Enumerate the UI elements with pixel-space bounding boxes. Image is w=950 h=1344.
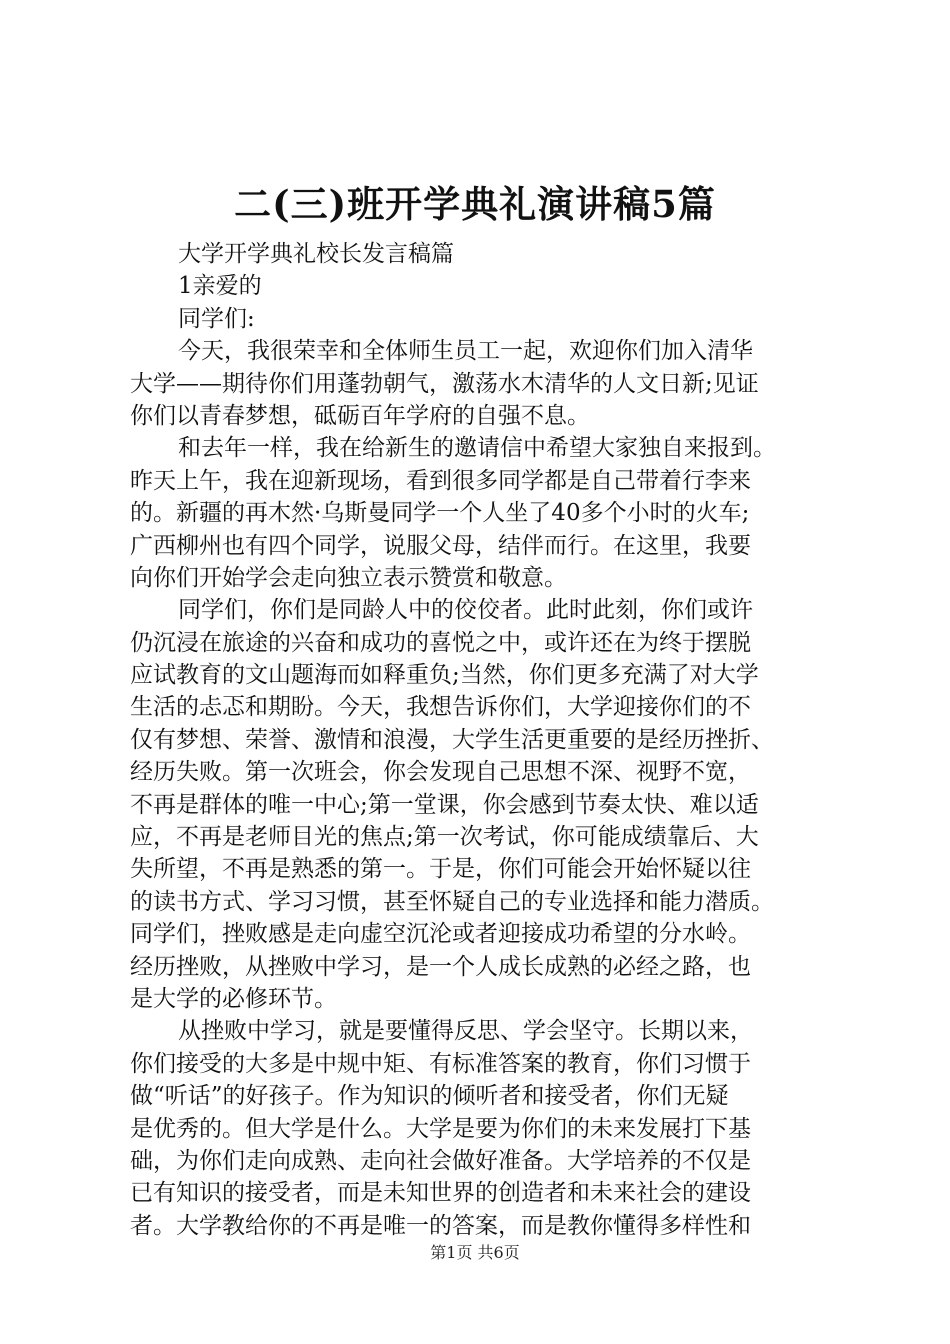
text-line: 经历挫败，从挫败中学习，是一个人成长成熟的必经之路，也 xyxy=(130,953,751,980)
document-body xyxy=(130,238,842,1242)
text-line: 仍沉浸在旅途的兴奋和成功的喜悦之中，或许还在为终于摆脱 xyxy=(130,629,751,656)
text-line: 同学们，挫败感是走向虚空沉沦或者迎接成功希望的分水岭。 xyxy=(130,921,751,948)
text-line: 失所望，不再是熟悉的第一。于是，你们可能会开始怀疑以往 xyxy=(130,856,751,883)
text-line: 应试教育的文山题海而如释重负;当然，你们更多充满了对大学 xyxy=(130,662,759,689)
text-line: 应，不再是老师目光的焦点;第一次考试，你可能成绩靠后、大 xyxy=(130,824,759,851)
text-line: 础，为你们走向成熟、走向社会做好准备。大学培养的不仅是 xyxy=(130,1147,751,1174)
text-line: 不再是群体的唯一中心;第一堂课，你会感到节奏太快、难以适 xyxy=(130,791,759,818)
text-line: 今天，我很荣幸和全体师生员工一起，欢迎你们加入清华 xyxy=(178,338,753,365)
text-line: 大学开学典礼校长发言稿篇 xyxy=(178,241,454,267)
text-line: 向你们开始学会走向独立表示赞赏和敬意。 xyxy=(130,564,567,591)
text-line: 大学——期待你们用蓬勃朝气，激荡水木清华的人文日新;见证 xyxy=(130,370,759,397)
text-line: 的。新疆的再木然·乌斯曼同学一个人坐了40多个小时的火车; xyxy=(130,500,750,527)
text-line: 1亲爱的 xyxy=(178,273,262,300)
text-line: 你们接受的大多是中规中矩、有标准答案的教育，你们习惯于 xyxy=(130,1050,751,1077)
text-line: 和去年一样，我在给新生的邀请信中希望大家独自来报到。 xyxy=(178,435,776,462)
text-line: 你们以青春梦想，砥砺百年学府的自强不息。 xyxy=(130,402,590,429)
document-title: 二(三)班开学典礼演讲稿5篇 xyxy=(234,182,716,226)
text-line: 者。大学教给你的不再是唯一的答案，而是教你懂得多样性和 xyxy=(130,1212,751,1239)
text-line: 同学们，你们是同龄人中的佼佼者。此时此刻，你们或许 xyxy=(178,597,753,624)
page-footer: 第1页 共6页 xyxy=(430,1243,520,1262)
text-line: 做“听话”的好孩子。作为知识的倾听者和接受者，你们无疑 xyxy=(130,1083,729,1110)
text-line: 同学们: xyxy=(178,305,255,332)
text-line: 已有知识的接受者，而是未知世界的创造者和未来社会的建设 xyxy=(130,1180,751,1207)
text-line: 经历失败。第一次班会，你会发现自己思想不深、视野不宽， xyxy=(130,759,751,786)
text-line: 的读书方式、学习习惯，甚至怀疑自己的专业选择和能力潜质。 xyxy=(130,888,774,915)
text-line: 仅有梦想、荣誉、激情和浪漫，大学生活更重要的是经历挫折、 xyxy=(130,726,774,753)
text-line: 是大学的必修环节。 xyxy=(130,985,337,1012)
text-line: 昨天上午，我在迎新现场，看到很多同学都是自己带着行李来 xyxy=(130,467,751,494)
text-line: 生活的忐忑和期盼。今天，我想告诉你们，大学迎接你们的不 xyxy=(130,694,751,721)
text-line: 从挫败中学习，就是要懂得反思、学会坚守。长期以来， xyxy=(178,1018,753,1045)
text-line: 是优秀的。但大学是什么。大学是要为你们的未来发展打下基 xyxy=(130,1115,751,1142)
text-line: 广西柳州也有四个同学，说服父母，结伴而行。在这里，我要 xyxy=(130,532,751,559)
